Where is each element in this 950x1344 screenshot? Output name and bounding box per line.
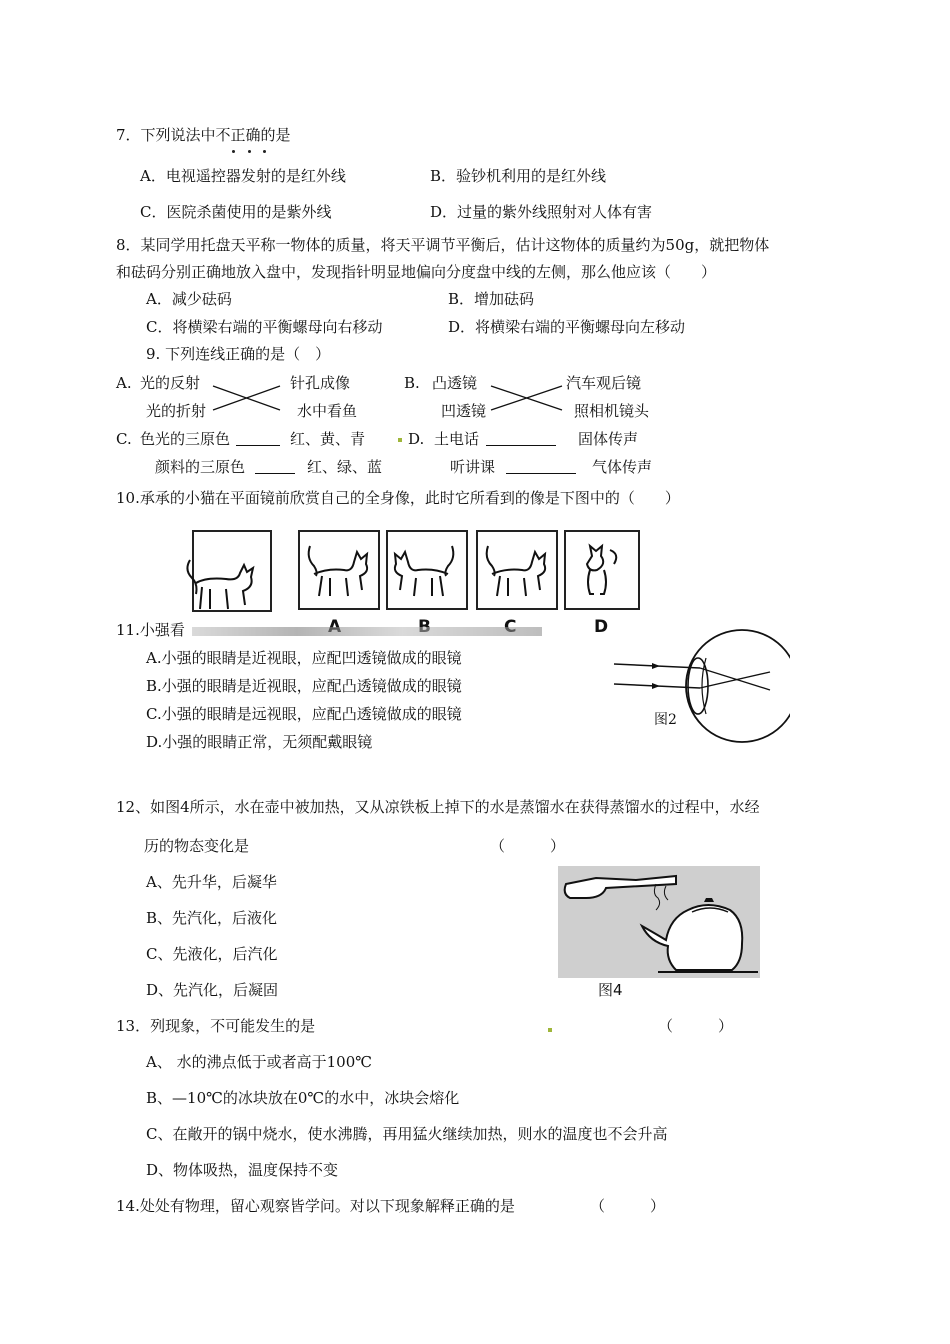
q9-stem: 9. 下列连线正确的是（ ） (146, 345, 331, 363)
q9-d-right2: 气体传声 (592, 458, 653, 476)
q13-stem: 13．列现象，不可能发生的是 (116, 1017, 316, 1035)
q9-d-left2: 听讲课 (450, 458, 496, 476)
q9-d-blank2 (506, 457, 576, 474)
q9-d-left1: 土电话 (434, 430, 480, 448)
q9-a-cross-lines (205, 383, 285, 413)
q9-d-right1: 固体传声 (578, 430, 639, 448)
q12-option-b: B、先汽化，后液化 (146, 909, 278, 927)
q13-option-d: D、物体吸热，温度保持不变 (146, 1161, 339, 1179)
q8-option-d: D．将横梁右端的平衡螺母向左移动 (448, 318, 686, 336)
figure-2-caption: 图2 (654, 712, 677, 728)
q11-option-d: D.小强的眼睛正常，无须配戴眼镜 (146, 733, 373, 751)
q9-c-left1: 色光的三原色 (140, 430, 231, 448)
q8-stem-line2: 和砝码分别正确地放入盘中，发现指针明显地偏向分度盘中线的左侧，那么他应该（ ） (116, 263, 717, 281)
q7-option-d: D．过量的紫外线照射对人体有害 (430, 203, 653, 221)
scan-speck (398, 438, 402, 442)
q8-option-a: A．减少砝码 (146, 290, 232, 308)
q7-option-c: C．医院杀菌使用的是紫外线 (140, 203, 332, 221)
q13-option-b: B、—10℃的冰块放在0℃的水中，冰块会熔化 (146, 1089, 460, 1107)
q9-a-left1: 光的反射 (140, 374, 201, 392)
q8-option-b: B．增加砝码 (448, 290, 535, 308)
emphasis-dot (232, 150, 235, 153)
kettle-figure (558, 866, 760, 978)
q11-option-b: B.小强的眼睛是近视眼，应配凸透镜做成的眼镜 (146, 677, 462, 695)
q7-option-b: B．验钞机利用的是红外线 (430, 167, 607, 185)
q9-c-label: C. (116, 430, 132, 448)
cat-option-b-picture (390, 540, 462, 602)
q12-answer-paren: （ ） (490, 837, 566, 855)
q12-option-a: A、先升华，后凝华 (146, 873, 277, 891)
q12-option-c: C、先液化，后汽化 (146, 945, 278, 963)
q9-c-blank1 (236, 429, 280, 446)
emphasis-dot (248, 150, 251, 153)
q9-a-right1: 针孔成像 (290, 374, 351, 392)
q9-c-right2: 红、绿、蓝 (307, 458, 383, 476)
figure-4-caption: 图4 (598, 981, 623, 999)
q12-stem-line1: 12、如图4所示，水在壶中被加热，又从凉铁板上掉下的水是蒸馏水在获得蒸馏水的过程中，水经 (116, 798, 760, 816)
q9-d-label: D. (408, 430, 425, 448)
q11-option-c: C.小强的眼睛是远视眼，应配凸透镜做成的眼镜 (146, 705, 462, 723)
eye-diagram (610, 628, 790, 750)
q9-a-label: A. (116, 374, 132, 392)
q9-b-left2: 凹透镜 (441, 402, 487, 420)
q12-option-d: D、先汽化，后凝固 (146, 981, 279, 999)
cat-option-d-picture (570, 540, 632, 602)
q9-a-right2: 水中看鱼 (297, 402, 358, 420)
q14-answer-paren: （ ） (590, 1197, 666, 1215)
scan-speck (548, 1028, 552, 1032)
q7-stem: 7．下列说法中不正确的是 (116, 126, 291, 144)
q9-b-right2: 照相机镜头 (574, 402, 650, 420)
kettle-picture (558, 866, 760, 978)
q13-option-c: C、在敞开的锅中烧水，使水沸腾，再用猛火继续加热，则水的温度也不会升高 (146, 1125, 668, 1143)
emphasis-dot (263, 150, 266, 153)
q8-stem-line1: 8．某同学用托盘天平称一物体的质量，将天平调节平衡后，估计这物体的质量约为50g，就把物体 (116, 236, 770, 254)
q9-b-cross-lines (487, 383, 567, 413)
q9-d-blank1 (486, 429, 556, 446)
q9-b-left1: 凸透镜 (432, 374, 478, 392)
q10-stem: 10.承承的小猫在平面镜前欣赏自己的全身像，此时它所看到的像是下图中的（ ） (116, 489, 680, 507)
option-d-label: D (594, 617, 609, 637)
q7-option-a: A．电视遥控器发射的是红外线 (140, 167, 346, 185)
q9-c-left2: 颜料的三原色 (155, 458, 246, 476)
q9-b-label: B. (404, 374, 420, 392)
q14-stem: 14.处处有物理，留心观察皆学问。对以下现象解释正确的是 (116, 1197, 515, 1215)
q12-stem-line2: 历的物态变化是 (144, 837, 250, 855)
cat-option-a-picture (304, 540, 374, 602)
q11-option-a: A.小强的眼睛是近视眼，应配凹透镜做成的眼镜 (146, 649, 462, 667)
q13-answer-paren: （ ） (658, 1017, 734, 1035)
q9-a-left2: 光的折射 (146, 402, 207, 420)
q11-stem: 11.小强看 (116, 621, 185, 639)
obscured-text-strip (192, 627, 542, 636)
q8-option-c: C．将横梁右端的平衡螺母向右移动 (146, 318, 383, 336)
q9-c-right1: 红、黄、青 (290, 430, 366, 448)
cat-original-picture (182, 555, 272, 615)
q13-option-a: A、 水的沸点低于或者高于100℃ (146, 1053, 373, 1071)
q9-c-blank2 (255, 457, 295, 474)
q9-b-right1: 汽车观后镜 (566, 374, 642, 392)
cat-option-c-picture (482, 540, 552, 602)
